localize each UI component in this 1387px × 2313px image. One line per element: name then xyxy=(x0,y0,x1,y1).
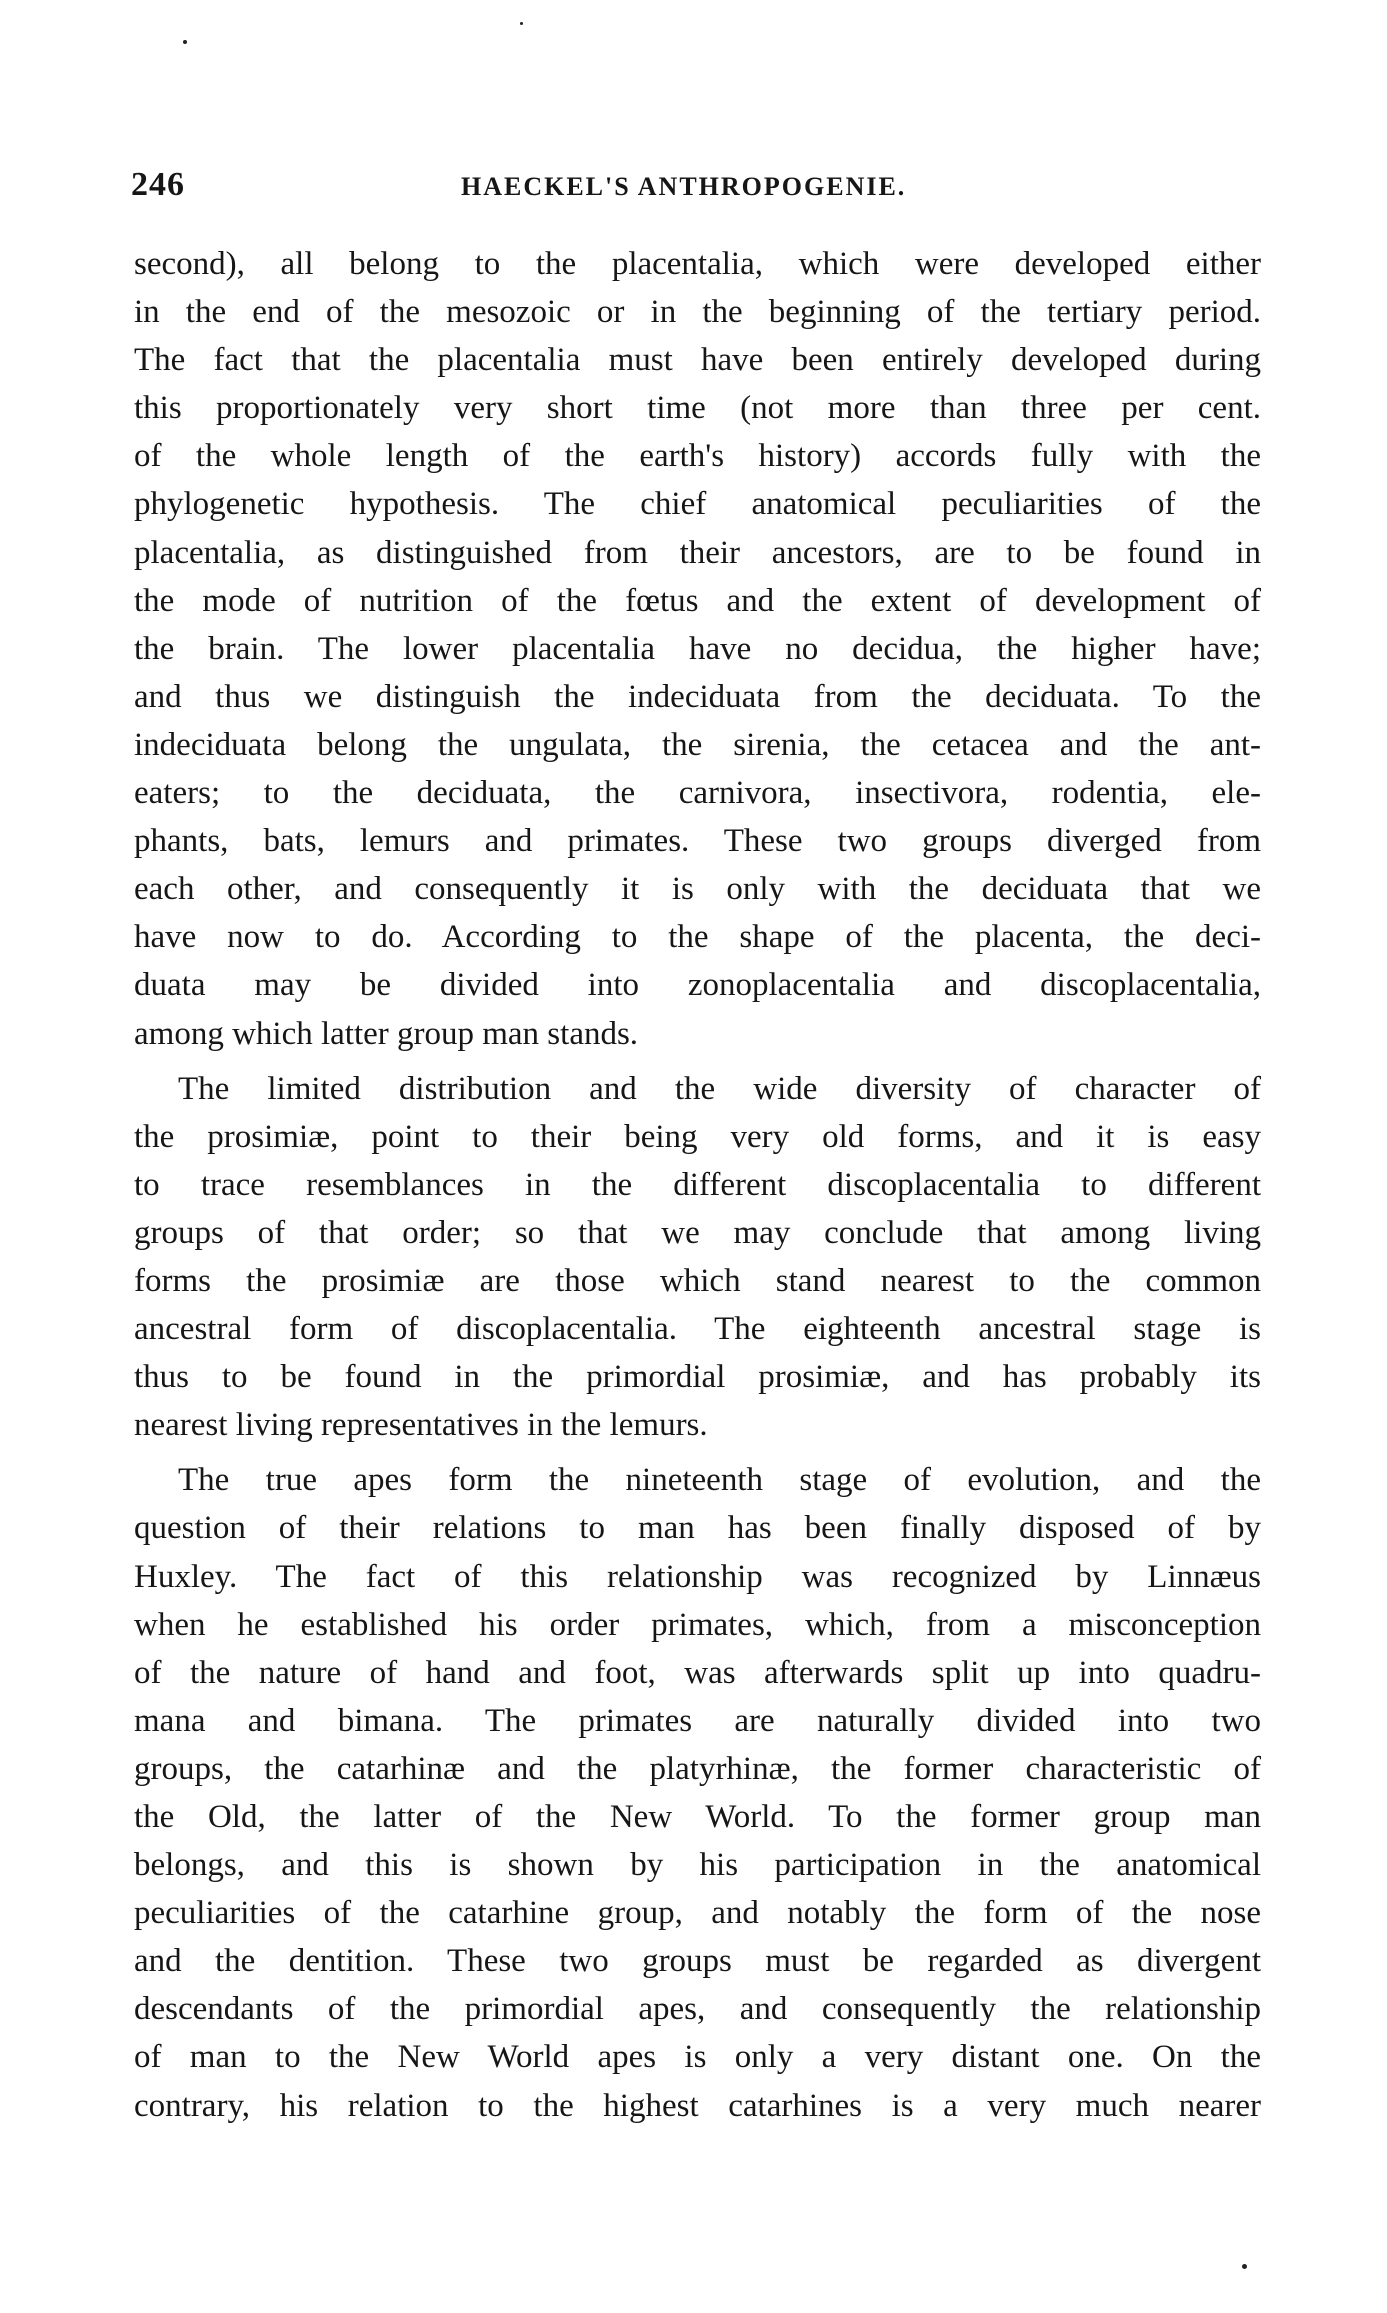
text-line: indeciduata belong the ungulata, the sirenia, the cetacea and the ant- xyxy=(134,726,1261,763)
text-line: this proportionately very short time (not more than three per cent. xyxy=(134,390,1261,427)
text-line: forms the prosimiæ are those which stand nearest to the common xyxy=(134,1262,1261,1299)
text-line: have now to do. According to the shape of the placenta, the deci- xyxy=(134,919,1261,956)
paragraph xyxy=(134,1065,1261,1450)
text-line: the Old, the latter of the New World. To the former group man xyxy=(134,1799,1261,1835)
text-line: eaters; to the deciduata, the carnivora, insectivora, rodentia, ele- xyxy=(134,775,1261,812)
paragraph-gap xyxy=(134,1058,1261,1065)
text-line: of the whole length of the earth's history) accords fully with the xyxy=(134,438,1261,475)
text-line: The limited distribution and the wide diversity of character of xyxy=(178,1070,1261,1107)
text-line: when he established his order primates, which, from a misconception xyxy=(134,1606,1261,1643)
text-line: placentalia, as distinguished from their ancestors, are to be found in xyxy=(134,534,1261,571)
text-line: ancestral form of discoplacentalia. The eighteenth ancestral stage is xyxy=(134,1311,1261,1348)
text-line: Huxley. The fact of this relationship was recognized by Linnæus xyxy=(134,1558,1261,1595)
paragraph-gap xyxy=(134,1449,1261,1456)
text-line: the prosimiæ, point to their being very old forms, and it is easy xyxy=(134,1118,1261,1155)
page-number: 246 xyxy=(131,166,185,203)
text-line: groups of that order; so that we may conclude that among living xyxy=(134,1214,1261,1251)
text-line: The fact that the placentalia must have been entirely developed during xyxy=(134,342,1261,379)
text-line: second), all belong to the placentalia, which were developed either xyxy=(134,246,1261,282)
text-line: among which latter group man stands. xyxy=(134,1015,639,1052)
text-line: the mode of nutrition of the fœtus and the extent of development of xyxy=(134,582,1261,619)
text-line: of the nature of hand and foot, was afterwards split up into quadru- xyxy=(134,1654,1261,1691)
print-speck xyxy=(520,22,523,25)
print-speck xyxy=(183,40,187,44)
text-line: groups, the catarhinæ and the platyrhinæ, the former characteristic of xyxy=(134,1750,1261,1787)
text-line: duata may be divided into zonoplacentalia and discoplacentalia, xyxy=(134,967,1261,1004)
text-line: the brain. The lower placentalia have no decidua, the higher have; xyxy=(134,630,1261,667)
text-line: mana and bimana. The primates are naturally divided into two xyxy=(134,1702,1261,1739)
text-line: belongs, and this is shown by his participation in the anatomical xyxy=(134,1847,1261,1884)
text-line: each other, and consequently it is only with the deciduata that we xyxy=(134,871,1261,908)
text-line: descendants of the primordial apes, and consequently the relationship xyxy=(134,1991,1261,2028)
text-line: peculiarities of the catarhine group, and notably the form of the nose xyxy=(134,1895,1261,1932)
text-line: question of their relations to man has been finally disposed of by xyxy=(134,1510,1261,1547)
text-line: contrary, his relation to the highest catarhines is a very much nearer xyxy=(134,2087,1261,2124)
text-line: phants, bats, lemurs and primates. These two groups diverged from xyxy=(134,823,1261,860)
body-text xyxy=(134,240,1261,2130)
text-line: nearest living representatives in the lemurs. xyxy=(134,1407,708,1444)
page-header xyxy=(131,166,1271,210)
paragraph xyxy=(134,240,1261,1058)
text-line: and the dentition. These two groups must be regarded as divergent xyxy=(134,1943,1261,1980)
paragraph xyxy=(134,1456,1261,2129)
text-line: thus to be found in the primordial prosimiæ, and has probably its xyxy=(134,1359,1261,1396)
text-line: The true apes form the nineteenth stage of evolution, and the xyxy=(178,1462,1261,1499)
text-line: to trace resemblances in the different discoplacentalia to different xyxy=(134,1166,1261,1203)
text-line: and thus we distinguish the indeciduata from the deciduata. To the xyxy=(134,678,1261,715)
text-line: of man to the New World apes is only a very distant one. On the xyxy=(134,2039,1261,2076)
text-line: in the end of the mesozoic or in the beginning of the tertiary period. xyxy=(134,294,1261,331)
text-line: phylogenetic hypothesis. The chief anatomical peculiarities of the xyxy=(134,486,1261,523)
running-head: HAECKEL'S ANTHROPOGENIE. xyxy=(461,172,907,201)
print-speck xyxy=(1242,2264,1247,2269)
